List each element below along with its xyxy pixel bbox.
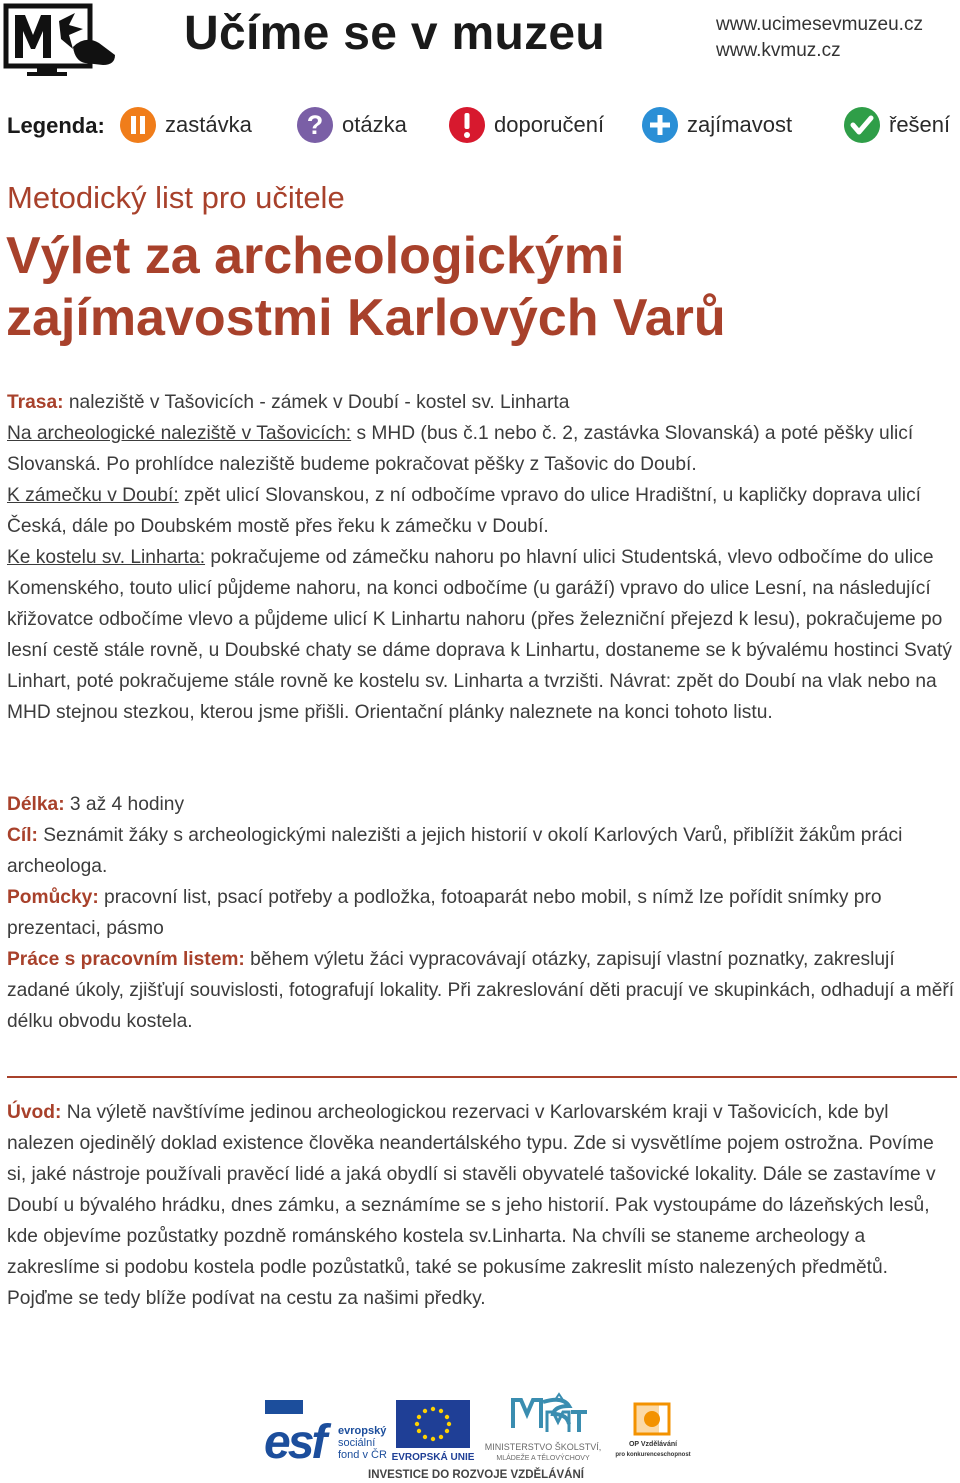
funding-logos xyxy=(263,1392,700,1482)
website-link-kvmuz[interactable]: www.kvmuz.cz xyxy=(716,40,841,61)
op-text-1: OP Vzdělávání xyxy=(628,1441,678,1448)
eu-flag-logo xyxy=(392,1400,475,1463)
prace-label: Práce s pracovním listem: xyxy=(7,949,245,970)
pomucky-label: Pomůcky: xyxy=(7,887,99,908)
route-step-1-label: Na archeologické naleziště v Tašovicích: xyxy=(7,423,352,444)
cil-text: Seznámit žáky s archeologickými nalezišti a jejich historií v okolí Karlových Varů, přiblížit žákům práci archeologa. xyxy=(7,825,903,877)
site-title: Učíme se v muzeu xyxy=(184,7,605,60)
legend-label-doporuceni: doporučení xyxy=(494,112,605,137)
legend-item-doporuceni xyxy=(448,106,604,144)
website-link-ucimesevmuzeu[interactable]: www.ucimesevmuzeu.cz xyxy=(716,14,923,35)
document-subtitle: Metodický list pro učitele xyxy=(7,180,345,215)
msmt-text-2: MLÁDEŽE A TĚLOVÝCHOVY xyxy=(496,1455,590,1462)
esf-text-3: fond v ČR xyxy=(338,1449,387,1461)
legend-item-reseni xyxy=(843,106,950,144)
route-step-1-text: s MHD (bus č.1 nebo č. 2, zastávka Slovanská) a poté pěšky ulicí Slovanská. Po prohlídce naleziště budeme pokračovat pěšky z Tašovic do Doubí. xyxy=(7,423,914,475)
legend-label-zajimavost: zajímavost xyxy=(687,112,793,137)
funding-slogan: INVESTICE DO ROZVOJE VZDĚLÁVÁNÍ xyxy=(368,1469,584,1481)
site-links xyxy=(716,12,923,64)
svg-text:esf: esf xyxy=(264,1416,325,1469)
eu-label: EVROPSKÁ UNIE xyxy=(391,1452,475,1463)
legend-item-zastavka xyxy=(119,106,252,144)
legend-label-zastavka: zastávka xyxy=(165,112,252,137)
legend-label: Legenda: xyxy=(7,113,105,138)
legend-item-otazka xyxy=(296,106,407,144)
legend-label-reseni: řešení xyxy=(889,112,951,137)
route-section xyxy=(7,387,957,728)
question-icon xyxy=(296,106,334,144)
msmt-logo xyxy=(485,1394,602,1462)
plus-icon xyxy=(641,106,679,144)
trasa-text: naleziště v Tašovicích - zámek v Doubí - kostel sv. Linharta xyxy=(63,392,570,413)
pause-icon xyxy=(119,106,157,144)
legend-item-zajimavost xyxy=(641,106,792,144)
intro-section xyxy=(7,1097,957,1314)
uvod-text: Na výletě navštívíme jedinou archeologickou rezervaci v Karlovarském kraji v Tašovicích, kde byl nalezen ojedinělý doklad existence člověka neandertálského typu. Zde si vysvětlíme pojem ostrožna. Povíme si, jaké nástroje používali pravěcí lidé a jaká obydlí si stavěli obyvatelé tašovické lokality. Dále se zastavíme v Doubí u bývalého hrádku, dnes zámku, a seznámíme se s jeho historií. Pak vystoupáme do lázeňských lesů, kde objevíme pozůstatky pozdně románského kostela sv.Linharta. Na chvíli se staneme archeology a zakreslíme si podobu kostela podle pozůstatků, také se pokusíme zakreslit místo nalezených předmětů. Pojďme se tedy blíže podívat na cestu za našimi předky. xyxy=(7,1102,936,1309)
check-icon xyxy=(843,106,881,144)
prace-text: během výletu žáci vypracovávají otázky, zapisují vlastní poznatky, zakreslují zadané úkoly, zjišťují souvislosti, fotografují lokality. Při zakreslování děti pracují ve skupinkách, odhadují a měří délku obvodu kostela. xyxy=(7,949,955,1032)
msmt-text-1: MINISTERSTVO ŠKOLSTVÍ, xyxy=(484,1442,602,1452)
route-step-2-text: zpět ulicí Slovanskou, z ní odbočíme vpravo do ulice Hradištní, u kapličky doprava ulicí Česká, dále po Doubském mostě přes řeku k zámečku v Doubí. xyxy=(7,485,921,537)
op-vk-logo xyxy=(615,1404,690,1458)
op-text-2: pro konkurenceschopnost xyxy=(615,1452,691,1458)
exclamation-icon xyxy=(448,106,486,144)
section-divider xyxy=(7,1076,957,1078)
cil-label: Cíl: xyxy=(7,825,38,846)
route-step-3-text: pokračujeme od zámečku nahoru po hlavní ulici Studentská, vlevo odbočíme do ulice Komenského, touto ulicí půjdeme nahoru, na konci odbočíme (u garáží) vpravo do ulice Lesní, na následující křižovatce odbočíme vlevo a půjdeme ulicí K Linhartu nahoru (přes železniční přejezd k lesu), pokračujeme po lesní cestě stále rovně, u Doubské chaty se dáme doprava k Linhartu, dostaneme se k bývalému hostinci Svatý Linhart, poté pokračujeme stále rovně ke kostelu sv. Linharta a tvrzišti. Návrat: zpět do Doubí na vlak nebo na MHD stejnou stezkou, kterou jsme přišli. Orientační plánky naleznete na konci tohoto listu. xyxy=(7,547,952,723)
route-step-3-label: Ke kostelu sv. Linharta: xyxy=(7,547,206,568)
pomucky-text: pracovní list, psací potřeby a podložka, fotoaparát nebo mobil, s nímž lze pořídit snímky pro prezentaci, pásmo xyxy=(7,887,882,939)
document-title: Výlet za archeologickými zajímavostmi Karlových Varů xyxy=(6,227,726,347)
delka-text: 3 až 4 hodiny xyxy=(64,794,185,815)
esf-text-1: evropský xyxy=(338,1425,387,1437)
esf-text-2: sociální xyxy=(338,1437,376,1449)
svg-text:?: ? xyxy=(306,110,324,140)
uvod-label: Úvod: xyxy=(7,1102,62,1123)
meta-section xyxy=(7,789,957,1037)
delka-label: Délka: xyxy=(7,794,65,815)
legend xyxy=(7,103,952,147)
esf-logo xyxy=(263,1398,387,1469)
muzeum-logo xyxy=(3,3,118,77)
route-step-2-label: K zámečku v Doubí: xyxy=(7,485,179,506)
trasa-label: Trasa: xyxy=(7,392,64,413)
legend-label-otazka: otázka xyxy=(342,112,407,137)
